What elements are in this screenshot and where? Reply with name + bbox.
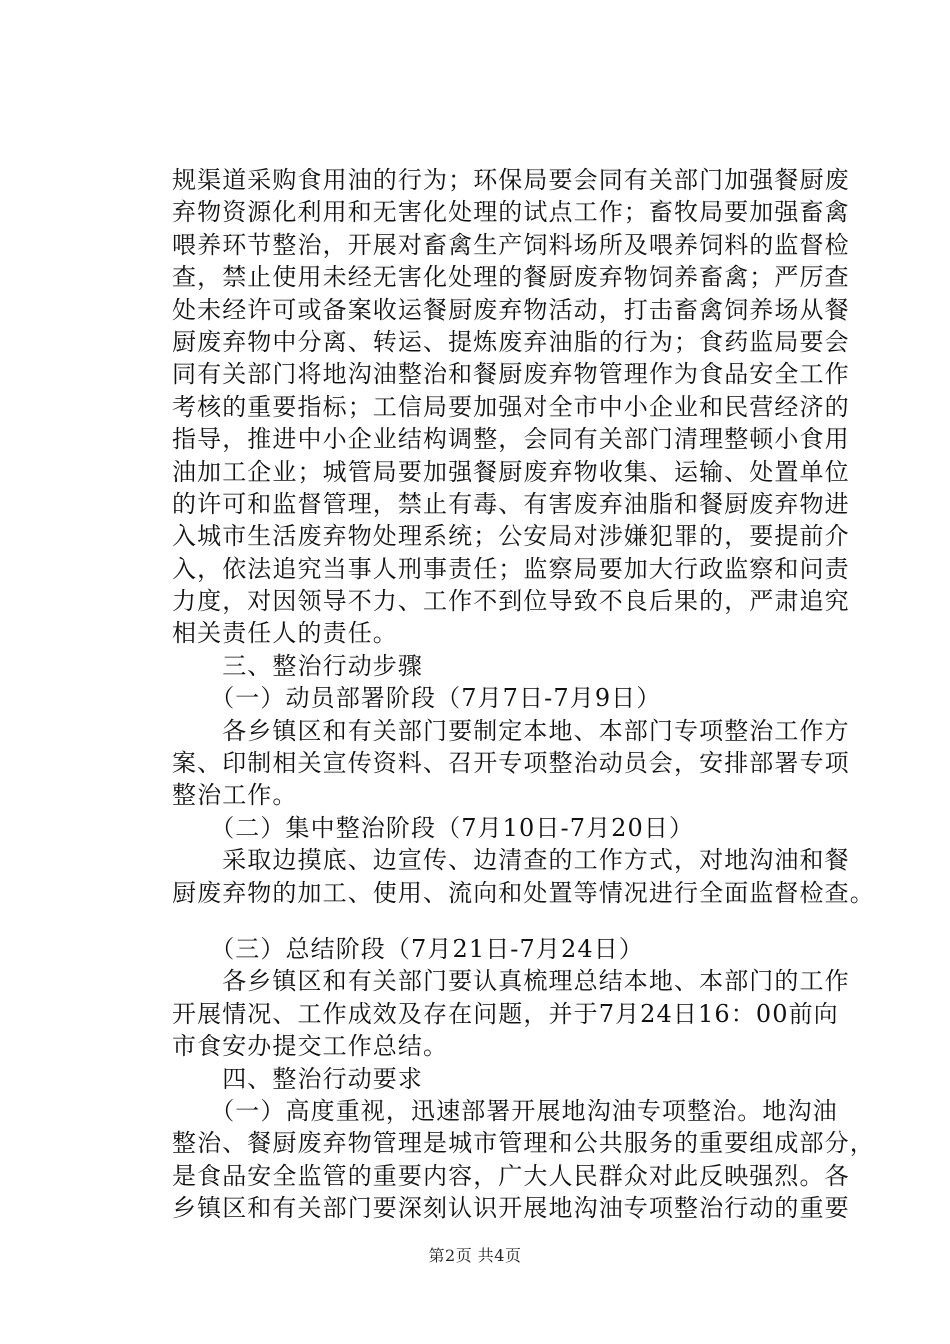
text-line: 入，依法追究当事人刑事责任；监察局要加大行政监察和问责	[172, 554, 850, 583]
text-line: 喂养环节整治，开展对畜禽生产饲料场所及喂养饲料的监督检	[172, 230, 850, 259]
text-line: 采取边摸底、边宣传、边清查的工作方式，对地沟油和餐	[172, 846, 850, 875]
text-line: 指导，推进中小企业结构调整，会同有关部门清理整顿小食用	[172, 425, 850, 454]
text-line: 的许可和监督管理，禁止有毒、有害废弃油脂和餐厨废弃物进	[172, 489, 850, 518]
section-heading: 四、整治行动要求	[172, 1064, 423, 1093]
text-line: 各乡镇区和有关部门要认真梳理总结本地、本部门的工作	[172, 967, 850, 996]
paragraph-gap	[172, 909, 842, 933]
text-line: （一）高度重视，迅速部署开展地沟油专项整治。地沟油	[172, 1096, 838, 1125]
text-line: 厨废弃物中分离、转运、提炼废弃油脂的行为；食药监局要会	[172, 327, 850, 356]
text-line: 处未经许可或备案收运餐厨废弃物活动，打击畜禽饲养场从餐	[172, 295, 850, 324]
page-number-footer: 第2页 共4页	[428, 1246, 522, 1265]
text-line: 入城市生活废弃物处理系统；公安局对涉嫌犯罪的，要提前介	[172, 522, 850, 551]
text-line: 整治、餐厨废弃物管理是城市管理和公共服务的重要组成部分，	[172, 1129, 875, 1158]
text-line: 同有关部门将地沟油整治和餐厨废弃物管理作为食品安全工作	[172, 360, 850, 389]
text-line: 相关责任人的责任。	[172, 619, 398, 648]
subsection-heading: （三）总结阶段（7月21日-7月24日）	[172, 934, 644, 963]
text-line: 乡镇区和有关部门要深刻认识开展地沟油专项整治行动的重要	[172, 1194, 850, 1223]
text-line: 整治工作。	[172, 781, 298, 810]
subsection-heading: （二）集中整治阶段（7月10日-7月20日）	[172, 813, 695, 842]
text-line: 案、印制相关宣传资料、召开专项整治动员会，安排部署专项	[172, 749, 850, 778]
text-line: 弃物资源化利用和无害化处理的试点工作；畜牧局要加强畜禽	[172, 198, 850, 227]
section-heading: 三、整治行动步骤	[172, 651, 423, 680]
text-line: 开展情况、工作成效及存在问题，并于7月24日16：00前向	[172, 999, 839, 1028]
subsection-heading: （一）动员部署阶段（7月7日-7月9日）	[172, 684, 662, 713]
text-line: 规渠道采购食用油的行为；环保局要会同有关部门加强餐厨废	[172, 166, 850, 194]
document-body	[172, 164, 875, 1225]
text-line: 查，禁止使用未经无害化处理的餐厨废弃物饲养畜禽；严厉查	[172, 263, 850, 292]
text-line: 厨废弃物的加工、使用、流向和处置等情况进行全面监督检查。	[172, 878, 875, 907]
text-line: 是食品安全监管的重要内容，广大人民群众对此反映强烈。各	[172, 1161, 850, 1190]
text-line: 各乡镇区和有关部门要制定本地、本部门专项整治工作方	[172, 716, 850, 745]
text-line: 考核的重要指标；工信局要加强对全市中小企业和民营经济的	[172, 392, 850, 421]
text-line: 力度，对因领导不力、工作不到位导致不良后果的，严肃追究	[172, 587, 850, 616]
text-line: 油加工企业；城管局要加强餐厨废弃物收集、运输、处置单位	[172, 457, 850, 486]
text-line: 市食安办提交工作总结。	[172, 1032, 449, 1061]
